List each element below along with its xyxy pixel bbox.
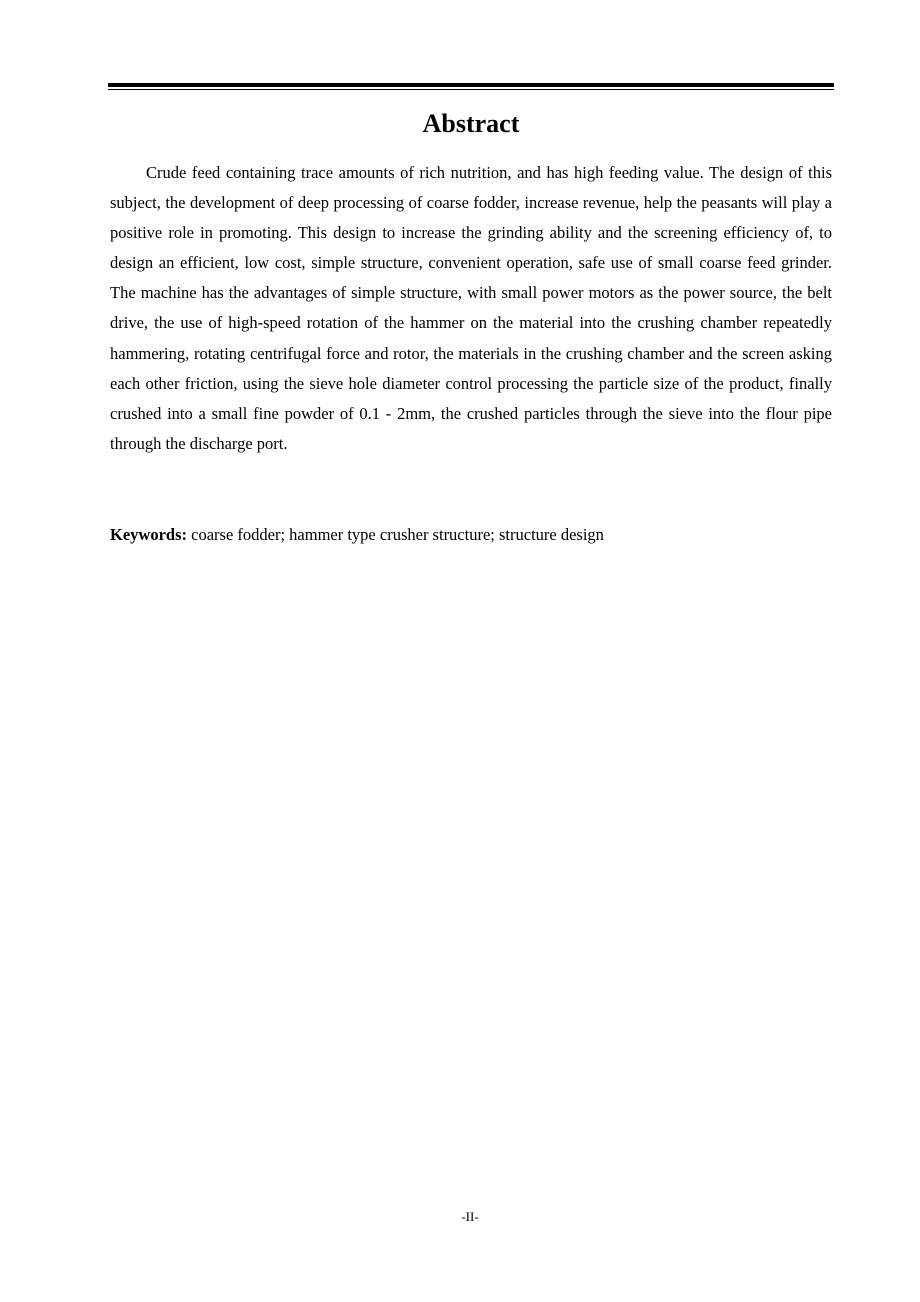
keywords-label: Keywords: bbox=[110, 525, 187, 544]
header-rule-thick bbox=[108, 83, 834, 87]
abstract-paragraph: Crude feed containing trace amounts of rich nutrition, and has high feeding value. The design of this subject, the development of deep processing of coarse fodder, increase revenue, help the peasants will play a positive role in promoting. This design to increase the grinding ability and the screening efficiency of, to design an efficient, low cost, simple structure, convenient operation, safe use of small coarse feed grinder. The machine has the advantages of simple structure, with small power motors as the power source, the belt drive, the use of high-speed rotation of the hammer on the material into the crushing chamber repeatedly hammering, rotating centrifugal force and rotor, the materials in the crushing chamber and the screen asking each other friction, using the sieve hole diameter control processing the particle size of the product, finally crushed into a small fine powder of 0.1 - 2mm, the crushed particles through the sieve into the flour pipe through the discharge port. bbox=[110, 163, 832, 453]
header-rule-thin bbox=[108, 89, 834, 90]
keywords-text: coarse fodder; hammer type crusher structure; structure design bbox=[187, 525, 604, 544]
page-number: -II- bbox=[461, 1209, 479, 1224]
page-title: Abstract bbox=[422, 109, 520, 138]
keywords-line bbox=[110, 520, 832, 550]
